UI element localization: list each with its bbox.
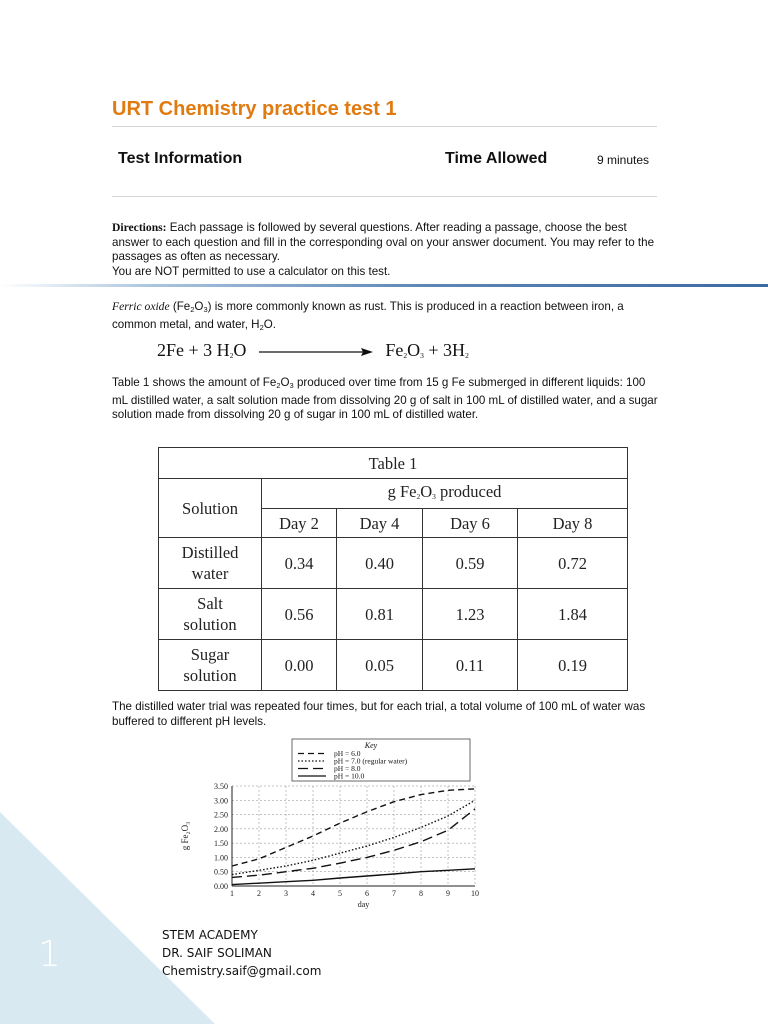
table-cell: 0.59 — [423, 538, 518, 589]
series-line — [232, 800, 475, 874]
x-tick-label: 1 — [230, 889, 234, 898]
group-header — [262, 479, 628, 509]
formula-part: (Fe — [172, 300, 191, 313]
calculator-note: You are NOT permitted to use a calculator on this test. — [112, 264, 391, 278]
equation-part: + 3H — [423, 340, 466, 360]
series-line — [232, 869, 475, 885]
page-number: 1 — [38, 934, 61, 975]
table-cell: 0.81 — [337, 589, 423, 640]
formula-part: ) — [207, 300, 212, 313]
reaction-arrow-icon — [257, 345, 375, 359]
ferric-oxide-term: Ferric oxide — [112, 300, 170, 313]
x-tick-label: 5 — [338, 889, 342, 898]
intro-paragraph — [112, 300, 660, 335]
group-header-part: produced — [435, 481, 502, 501]
group-header-sub: 2 — [416, 491, 421, 501]
equation-part: O — [233, 340, 247, 360]
x-axis-label: day — [357, 900, 370, 909]
table-caption: Table 1 — [159, 448, 628, 479]
table-cell: 0.40 — [337, 538, 423, 589]
equation-sub: 3 — [420, 351, 424, 360]
table-row — [159, 538, 628, 589]
info-divider — [112, 196, 657, 197]
group-header-sub: 3 — [432, 491, 436, 501]
directions-label: Directions: — [112, 221, 167, 234]
ph-line-chart — [170, 736, 490, 916]
x-tick-label: 6 — [365, 889, 369, 898]
footer-email: Chemistry.saif@gmail.com — [162, 964, 322, 978]
equation-part: 2Fe + 3 H — [157, 340, 230, 360]
intro-text: O. — [263, 317, 276, 331]
table-cell: 0.11 — [423, 640, 518, 691]
y-tick-label: 3.00 — [214, 796, 228, 806]
table-cell: 0.72 — [518, 538, 628, 589]
table-1 — [158, 447, 628, 691]
x-tick-label: 10 — [471, 889, 479, 898]
y-axis-label: g Fe₂O₃ — [180, 821, 190, 851]
test-information-label: Test Information — [118, 150, 243, 167]
desc-part: produced over time from 15 g Fe submerged in different liquids: 100 mL distilled water, a salt solution made from dissolving 20 g of salt in 100 mL of distilled water, and a sugar solution made from dissolving 20 g of sugar in 100 mL of distilled water. — [112, 376, 658, 422]
y-tick-label: 1.50 — [214, 839, 228, 849]
x-tick-label: 3 — [284, 889, 288, 898]
day-header: Day 4 — [337, 509, 423, 538]
x-tick-label: 8 — [419, 889, 423, 898]
table-cell: 0.05 — [337, 640, 423, 691]
row-label: Distilled water — [159, 538, 262, 589]
equation-part: O — [407, 340, 421, 360]
desc-sub: 3 — [289, 381, 294, 390]
day-header: Day 6 — [423, 509, 518, 538]
table-cell: 1.23 — [423, 589, 518, 640]
x-tick-label: 2 — [257, 889, 261, 898]
footer — [162, 926, 321, 980]
directions-body: Each passage is followed by several questions. After reading a passage, choose the best answer to each question and fill in the corresponding oval on your answer document. You may refer to the passages as often as necessary. — [112, 221, 655, 264]
blue-divider-band — [0, 284, 768, 287]
row-label: Salt solution — [159, 589, 262, 640]
day-header: Day 2 — [262, 509, 337, 538]
equation-sub: 2 — [465, 351, 469, 360]
group-header-part: O — [420, 481, 433, 501]
table-description — [112, 376, 660, 423]
equation-part: Fe — [385, 340, 404, 360]
formula-sub: 3 — [203, 305, 208, 314]
page-title: URT Chemistry practice test 1 — [112, 98, 397, 120]
legend-entry: pH = 8.0 — [334, 764, 361, 773]
directions-text — [112, 221, 657, 279]
time-allowed-value: 9 minutes — [597, 153, 650, 167]
y-tick-label: 1.00 — [214, 853, 228, 863]
legend-entry: pH = 6.0 — [334, 749, 361, 758]
row-label: Sugar solution — [159, 640, 262, 691]
desc-part: O — [280, 376, 290, 389]
desc-part: Table 1 shows the amount of Fe — [112, 376, 277, 389]
y-tick-label: 0.50 — [214, 867, 228, 877]
group-header-part: g Fe — [387, 481, 417, 501]
desc-sub: 2 — [276, 381, 281, 390]
footer-author: DR. SAIF SOLIMAN — [162, 946, 272, 960]
legend-entry: pH = 7.0 (regular water) — [334, 756, 408, 766]
table-row — [159, 589, 628, 640]
formula-sub: 2 — [190, 305, 195, 314]
reaction-equation — [157, 340, 469, 361]
equation-sub: 2 — [403, 351, 408, 360]
distilled-description: The distilled water trial was repeated four times, but for each trial, a total volume of 100 mL of water was buffered to different pH levels. — [112, 700, 646, 728]
table-cell: 0.56 — [262, 589, 337, 640]
intro-text: is more commonly known as rust. This is produced in a reaction between iron, a common metal, and water, H — [112, 300, 624, 331]
equation-sub: 2 — [229, 351, 234, 360]
table-cell: 1.84 — [518, 589, 628, 640]
legend-title: Key — [364, 741, 378, 750]
table-row — [159, 640, 628, 691]
solution-header: Solution — [159, 479, 262, 538]
footer-academy: STEM ACADEMY — [162, 928, 258, 942]
legend-entry: pH = 10.0 — [334, 771, 365, 781]
x-tick-label: 4 — [311, 889, 315, 898]
table-cell: 0.19 — [518, 640, 628, 691]
table-cell: 0.34 — [262, 538, 337, 589]
day-header: Day 8 — [518, 509, 628, 538]
table-cell: 0.00 — [262, 640, 337, 691]
x-tick-label: 9 — [446, 889, 450, 898]
title-divider — [112, 126, 657, 127]
y-tick-label: 2.50 — [214, 810, 228, 820]
formula-part: O — [194, 300, 204, 313]
x-tick-label: 7 — [392, 889, 396, 898]
y-tick-label: 3.50 — [214, 782, 228, 791]
y-tick-label: 0.00 — [214, 882, 228, 891]
y-tick-label: 2.00 — [214, 824, 228, 834]
time-allowed-label: Time Allowed — [445, 150, 548, 167]
formula-sub: 2 — [259, 322, 264, 332]
